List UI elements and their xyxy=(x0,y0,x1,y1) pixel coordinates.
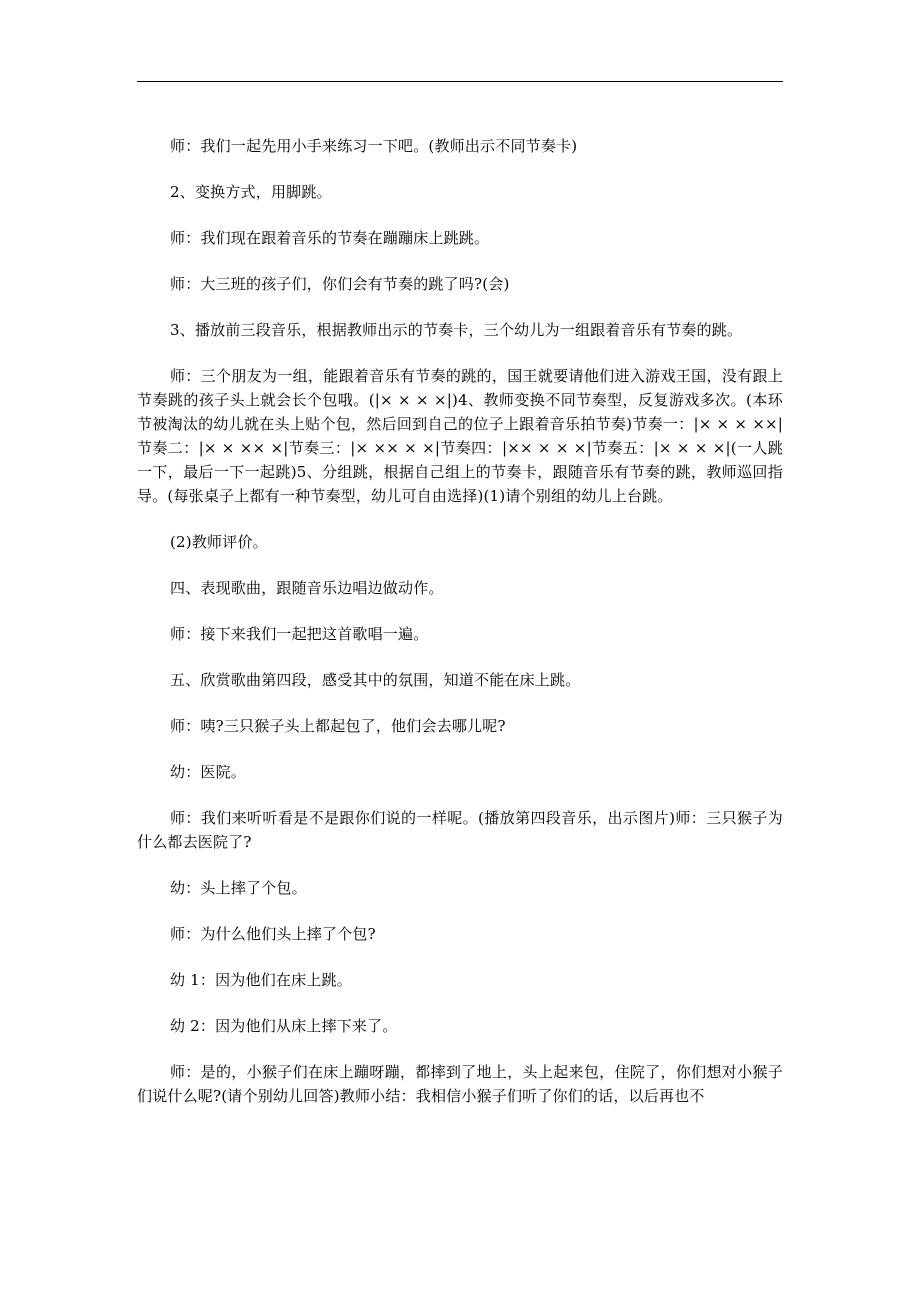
paragraph: 师：咦?三只猴子头上都起包了，他们会去哪儿呢? xyxy=(170,717,506,735)
paragraph: 四、表现歌曲，跟随音乐边唱边做动作。 xyxy=(170,579,444,597)
paragraph: (2)教师评价。 xyxy=(170,533,268,551)
paragraph: 幼 2：因为他们从床上摔下来了。 xyxy=(170,1017,398,1035)
paragraph: 师：我们一起先用小手来练习一下吧。(教师出示不同节奏卡) xyxy=(170,137,578,155)
paragraph: 师：大三班的孩子们，你们会有节奏的跳了吗?(会) xyxy=(170,275,510,293)
paragraph: 师：我们来听听看是不是跟你们说的一样呢。(播放第四段音乐，出示图片)师：三只猴子为什么都去医院了? xyxy=(137,809,783,851)
paragraph: 师：是的，小猴子们在床上蹦呀蹦，都摔到了地上，头上起来包，住院了，你们想对小猴子们说什么呢?(请个别幼儿回答)教师小结：我相信小猴子们听了你们的话，以后再也不 xyxy=(137,1063,783,1105)
paragraph: 师：我们现在跟着音乐的节奏在蹦蹦床上跳跳。 xyxy=(170,229,490,247)
paragraph: 幼：头上摔了个包。 xyxy=(170,879,307,897)
paragraph: 师：接下来我们一起把这首歌唱一遍。 xyxy=(170,625,429,643)
paragraph: 3、播放前三段音乐，根据教师出示的节奏卡，三个幼儿为一组跟着音乐有节奏的跳。 xyxy=(170,321,743,339)
header-rule xyxy=(137,81,783,82)
paragraph: 师：三个朋友为一组，能跟着音乐有节奏的跳的，国王就要请他们进入游戏王国，没有跟上节奏跳的孩子头上就会长个包哦。(|× × × ×|)4、教师变换不同节奏型，反复游戏多次。(本环节被淘汰的幼儿就在头上贴个包，然后回到自己的位子上跟着音乐拍节奏)节奏一：|× × × ××|节奏二：|× × ×× ×|节奏三：|× ×× × ×|节奏四：|×× × × ×|节奏五：|× × × ×|(一人跳一下，最后一下一起跳)5、分组跳，根据自己组上的节奏卡，跟随音乐有节奏的跳，教师巡回指导。(每张桌子上都有一种节奏型，幼儿可自由选择)(1)请个别组的幼儿上台跳。 xyxy=(137,367,783,505)
document-body xyxy=(137,134,783,1130)
paragraph: 2、变换方式，用脚跳。 xyxy=(170,183,332,201)
paragraph: 幼 1：因为他们在床上跳。 xyxy=(170,971,352,989)
paragraph: 五、欣赏歌曲第四段，感受其中的氛围，知道不能在床上跳。 xyxy=(170,671,581,689)
paragraph: 师：为什么他们头上摔了个包? xyxy=(170,925,376,943)
paragraph: 幼：医院。 xyxy=(170,763,247,781)
